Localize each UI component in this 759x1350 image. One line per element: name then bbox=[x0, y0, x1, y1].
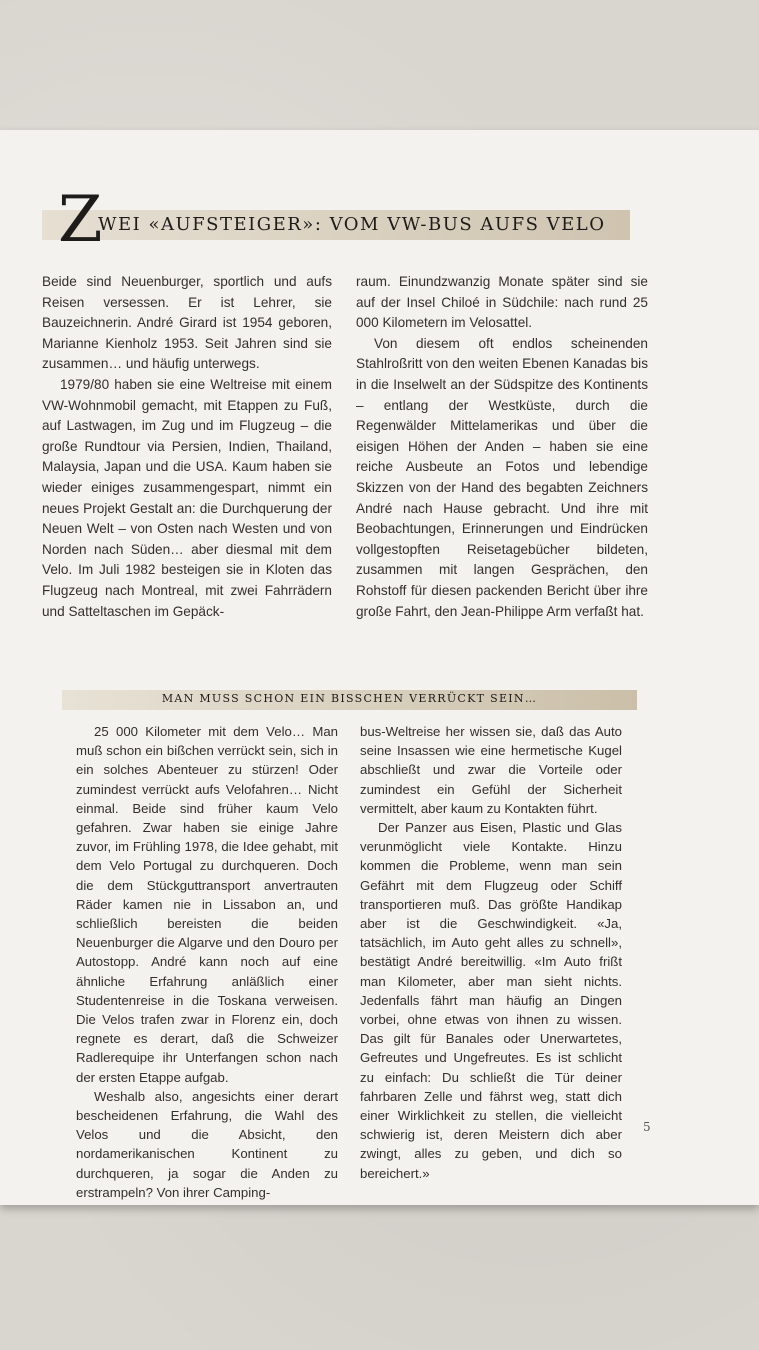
section-column-right bbox=[360, 722, 622, 1183]
paragraph: 1979/80 haben sie eine Weltreise mit einem VW-Wohnmobil gemacht, mit Etappen zu Fuß, auf Lastwagen, im Zug und im Flugzeug – die große Rundtour via Persien, Indien, Thailand, Malaysia, Japan und die USA. Kaum haben sie wieder einiges zusammengespart, nimmt ein neues Projekt Gestalt an: die Durchquerung der Neuen Welt – von Osten nach Westen und von Norden nach Süden… aber diesmal mit dem Velo. Im Juli 1982 besteigen sie in Kloten das Flugzeug nach Montreal, mit zwei Fahrrädern und Satteltaschen im Gepäck- bbox=[42, 376, 332, 619]
paragraph: Weshalb also, angesichts einer derart bescheidenen Erfahrung, die Wahl des Velos und die Absicht, den nordamerikanischen Kontinent zu durchqueren, ja sogar die Anden zu erstrampeln? Von ihrer Camping- bbox=[76, 1088, 338, 1200]
intro-column-left bbox=[42, 272, 332, 622]
intro-column-right bbox=[356, 272, 648, 622]
paragraph: Der Panzer aus Eisen, Plastic und Glas verunmöglicht viele Kontakte. Hinzu kommen die Probleme, wenn man sein Gefährt mit dem Flugzeug oder Schiff transportieren muß. Das größte Handikap aber ist die Geschwindigkeit. «Ja, tatsächlich, im Auto geht alles zu schnell», bestätigt André bereitwillig. «Im Auto frißt man Kilometer, aber man sieht nichts. Jedenfalls fährt man häufig an Dingen vorbei, ohne etwas von ihnen zu wissen. Das gilt für Banales oder Unerwartetes, Gefreutes und Ungefreutes. Es ist schlicht zu einfach: Du schließt die Tür deiner fahrbaren Zelle und fährst weg, statt dich einer Wirklichkeit zu stellen, die vielleicht schwierig ist, deren Meistern dich aber zwingt, alles zu geben, und dich so bereichert.» bbox=[360, 820, 622, 1181]
paragraph: Beide sind Neuenburger, sportlich und aufs Reisen versessen. Er ist Lehrer, sie Bauzeichnerin. André Girard ist 1954 geboren, Marianne Kienholz 1953. Seit Jahren sind sie zusammen… und häufig unterwegs. bbox=[42, 274, 332, 372]
section-title: MAN MUSS SCHON EIN BISSCHEN VERRÜCKT SEIN… bbox=[161, 692, 538, 705]
chapter-title: WEI «AUFSTEIGER»: VOM VW-BUS AUFS VELO bbox=[98, 214, 606, 235]
section-column-left bbox=[76, 722, 338, 1202]
paragraph: raum. Einundzwanzig Monate später sind sie auf der Insel Chiloé in Südchile: nach rund 25 000 Kilometern im Velosattel. bbox=[356, 274, 648, 331]
paragraph: Von diesem oft endlos scheinenden Stahlroßritt von den weiten Ebenen Kanadas bis in die Inselwelt an der Südspitze des Kontinents – entlang der Westküste, durch die Regenwälder Mittelamerikas und über die eisigen Höhen der Anden – haben sie eine reiche Ausbeute an Fotos und lebendige Skizzen von der Hand des begabten Zeichners André nach Hause gebracht. Und ihre mit Beobachtungen, Erinnerungen und Eindrücken vollgestopften Reisetagebücher bildeten, zusammen mit langen Gesprächen, den Rohstoff für diesen packenden Bericht über ihre große Fahrt, den Jean-Philippe Arm verfaßt hat. bbox=[356, 335, 648, 619]
drop-cap: Z bbox=[58, 183, 103, 257]
paragraph: bus-Weltreise her wissen sie, daß das Auto seine Insassen wie eine hermetische Kugel abschließt und zwar die Vorteile oder zumindest ein Gefühl der Sicherheit vermittelt, aber kaum zu Kontakten führt. bbox=[360, 724, 622, 816]
paragraph: 25 000 Kilometer mit dem Velo… Man muß schon ein bißchen verrückt sein, sich in ein solches Abenteuer zu stürzen! Oder zumindest verrückt aufs Velofahren… Nicht einmal. Beide sind früher kaum Velo gefahren. Zwar haben sie einige Jahre zuvor, im Frühling 1978, die Idee gehabt, mit dem Velo Portugal zu durchqueren. Doch die dem Stückguttransport anvertrauten Räder kamen nie in Lissabon an, und schließlich bereisten die beiden Neuenburger die Algarve und den Douro per Autostopp. André kann noch auf eine ähnliche Erfahrung anläßlich einer Studentenreise in die Toskana verweisen. Die Velos trafen zwar in Florenz ein, doch regnete es derart, daß die Schweizer Radlerequipe ihr Unterfangen schon nach der ersten Etappe aufgab. bbox=[76, 724, 338, 1085]
page-number: 5 bbox=[643, 1120, 651, 1134]
book-page bbox=[0, 130, 759, 1205]
